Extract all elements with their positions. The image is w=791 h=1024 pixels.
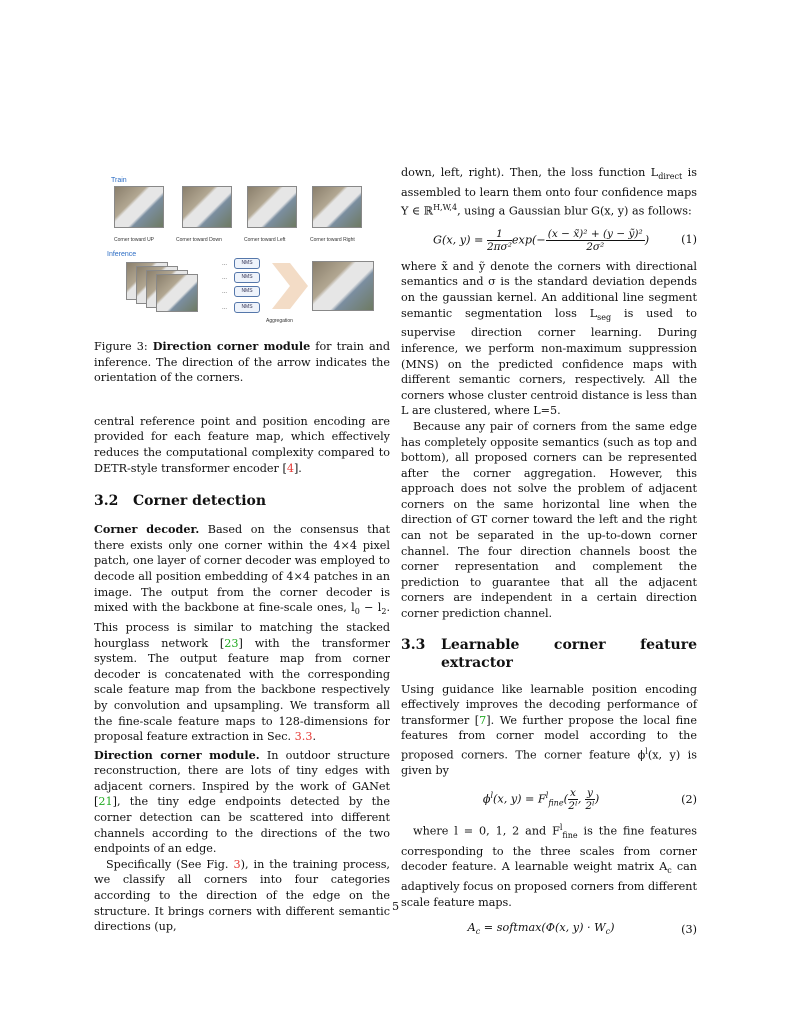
train-label: Train [111,177,127,184]
paragraph: Corner decoder. Based on the consensus that there exists only one corner within the 4×4 pixel patch, one layer of corner decoder was employed to decode all position embedding of 4×4 patches in an image. The output from the corner decoder is mixed with the backbone at fine-scale ones, $l_0 - l_2$. This process is similar to matching the stacked hourglass network [23] with the transformer system. The output feature map from corner decoder is concatenated with the corresponding scale feature map from the backbone respectively by convolution and upsampling. We transform all the fine-scale feature maps to 128-dimensions for proposal feature extraction in Sec. 3.3. [94,522,390,744]
figure-caption: Figure 3: Direction corner module for train and inference. The direction of the arrow indicates the orientation of the corners. [94,339,390,385]
train-image-down [182,186,232,228]
paragraph: Because any pair of corners from the same edge has completely opposite semantics (such as top and bottom), all proposed corners can be represented after the corner aggregation. However, this approach does not solve the problem of adjacent corners on the same horizontal line when the direction of GT corner toward the left and the right can not be separated in the up-to-down corner channel. The four direction channels boost the corner representation and complement the prediction to guarantee that all the adjacent corners are independent in a certain direction corner prediction channel. [401,419,697,621]
right-column [401,165,697,940]
paragraph: Specifically (See Fig. 3), in the training process, we classify all corners into four categories according to the direction of the edge on the structure. It brings corners with different semantic directions (up, [94,857,390,934]
section-link[interactable]: 3.3 [294,730,313,744]
train-caption-down: Corner toward Down [176,237,222,243]
equation-1: G(x, y) = $\frac{1}{\text{2πσ²}}$ exp(− $\frac{\text{(x − x̃)² + (y − ỹ)²}}{\text{2σ²}}$ ) (1) [433,227,697,253]
paragraph: down, left, right). Then, the loss function $L_{direct}$ is assembled to learn them onto four confidence maps Y ∈ ℝ$^{H,W,4}$, using a Gaussian blur G(x, y) as follows: [401,166,697,219]
paragraph: central reference point and position encoding are provided for each feature map, which effectively reduces the computational complexity compared to DETR-style transformer encoder [4]. [94,414,390,475]
train-caption-up: Corner toward UP [114,237,155,243]
paragraph: Using guidance like learnable position encoding effectively improves the decoding performance of transformer [7]. We further propose the local fine features from corner model according to the proposed corners. The corner feature $\phi^l(x$, y) is given by [401,682,697,778]
aggregation-arrow-icon [270,261,310,311]
ellipsis: ... [222,289,228,295]
nms-box: NMS [234,286,260,297]
paragraph: where x̃ and ỹ denote the corners with directional semantics and σ is the standard deviation depends on the gaussian kernel. An additional line segment semantic segmentation loss $L_{seg}$ is used to supervise direction corner learning. During inference, we perform non-maximum suppression (MNS) on the predicted confidence maps with different semantic corners, respectively. All the corners whose cluster centroid distance is less than L are clustered, where L=5. [401,259,698,418]
citation-link[interactable]: 4 [286,461,294,475]
inference-stack-image [156,274,198,312]
nms-box: NMS [234,302,260,313]
train-image-left [247,186,297,228]
citation-link[interactable]: 21 [98,795,113,809]
aggregated-result-image [312,261,374,311]
train-image-up [114,186,164,228]
equation-2: $\phi^l(x$, $y) = F^l_{fine}$( $\frac{x}{\text{2ˡ}}$ , $\frac{y}{\text{2ˡ}}$ ) (2) [482,786,697,812]
equation-number: (2) [681,792,697,806]
paragraph: Direction corner module. In outdoor structure reconstruction, there are lots of tiny edges with adjacent corners. Inspired by the work of GANet [21], the tiny edge endpoints detected by the corner detection can be scattered into different channels according to the directions of the two endpoints of an edge. [94,747,390,856]
inference-label: Inference [107,251,137,258]
citation-link[interactable]: 23 [224,636,239,650]
equation-number: (1) [681,233,697,247]
figure-3 [94,165,390,335]
train-caption-left: Corner toward Left [244,237,286,243]
section-heading: 3.2 Corner detection [94,493,267,510]
page-number: 5 [391,900,400,913]
aggregation-label: Aggregation [266,318,293,324]
left-column [94,165,390,935]
train-image-right [312,186,362,228]
citation-link[interactable]: 7 [479,713,487,727]
paragraph: where l = 0, 1, 2 and $F^l_{fine}$ is the fine features corresponding to the three scales from corner decoder feature. A learnable weight matrix $A_c$ can adaptively focus on proposed corners from different scale feature maps. [401,822,698,909]
train-caption-right: Corner toward Right [310,237,355,243]
equation-3: $A_c$ = softmax(Φ(x, $y) \cdot W_c$) (3) [467,921,697,937]
ellipsis: ... [222,275,228,281]
figure-link[interactable]: 3 [233,857,241,871]
equation-number: (3) [681,923,697,937]
ellipsis: ... [222,305,228,311]
section-heading: 3.3 Learnable corner feature extractor [401,636,697,671]
nms-box: NMS [234,272,260,283]
nms-box: NMS [234,258,260,269]
ellipsis: ... [222,261,228,267]
